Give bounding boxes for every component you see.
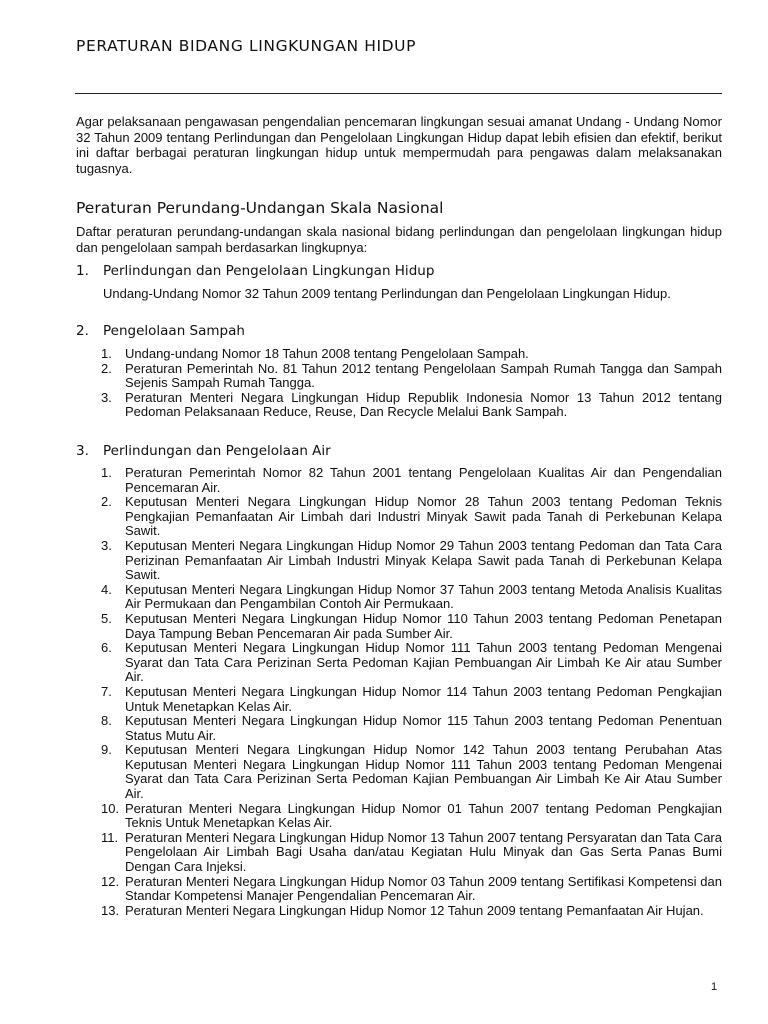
subsection-title: Pengelolaan Sampah bbox=[103, 323, 245, 339]
water-regulation-list bbox=[76, 466, 722, 918]
list-item: 7. Keputusan Menteri Negara Lingkungan Hidup Nomor 114 Tahun 2003 tentang Pedoman Pengkajian Untuk Menetapkan Kelas Air. bbox=[101, 683, 722, 714]
section-title: Peraturan Perundang-Undangan Skala Nasional bbox=[76, 199, 444, 217]
list-item: 10. Peraturan Menteri Negara Lingkungan Hidup Nomor 01 Tahun 2007 tentang Pedoman Pengkajian Teknis Untuk Menetapkan Kelas Air. bbox=[101, 800, 722, 831]
page-number: 1 bbox=[711, 981, 718, 993]
document-title: PERATURAN BIDANG LINGKUNGAN HIDUP bbox=[76, 37, 417, 55]
list-item: 3. Peraturan Menteri Negara Lingkungan Hidup Republik Indonesia Nomor 13 Tahun 2012 tentang Pedoman Pelaksanaan Reduce, Reuse, Dan Recycle Melalui Bank Sampah. bbox=[101, 389, 722, 420]
subsection-number: 1. bbox=[76, 263, 89, 279]
section-description: Daftar peraturan perundang-undangan skala nasional bidang perlindungan dan pengelolaan lingkungan hidup dan pengelolaan sampah berdasarkan lingkupnya: bbox=[76, 224, 722, 255]
title-divider bbox=[75, 93, 722, 94]
list-item: 13. Peraturan Menteri Negara Lingkungan Hidup Nomor 12 Tahun 2009 tentang Pemanfaatan Air Hujan. bbox=[101, 902, 704, 918]
list-item: 1. Peraturan Pemerintah Nomor 82 Tahun 2001 tentang Pengelolaan Kualitas Air dan Pengendalian Pencemaran Air. bbox=[101, 465, 722, 495]
list-item: 12. Peraturan Menteri Negara Lingkungan Hidup Nomor 03 Tahun 2009 tentang Sertifikasi Kompetensi dan Standar Kompetensi Manajer Pengendalian Pencemaran Air. bbox=[101, 873, 722, 904]
subsection-title: Perlindungan dan Pengelolaan Air bbox=[103, 443, 331, 459]
subsection-title: Perlindungan dan Pengelolaan Lingkungan Hidup bbox=[103, 263, 435, 279]
intro-paragraph: Agar pelaksanaan pengawasan pengendalian pencemaran lingkungan sesuai amanat Undang - Undang Nomor 32 Tahun 2009 tentang Perlindungan dan Pengelolaan Lingkungan Hidup dapat lebih efisien dan efektif, berikut ini daftar berbagai peraturan lingkungan hidup untuk mempermudah para pengawas dalam melaksanakan tugasnya. bbox=[76, 114, 722, 177]
waste-regulation-list bbox=[76, 347, 722, 420]
subsection-heading-3 bbox=[76, 443, 331, 459]
list-item: 1. Undang-undang Nomor 18 Tahun 2008 tentang Pengelolaan Sampah. bbox=[101, 346, 529, 361]
list-item: 6. Keputusan Menteri Negara Lingkungan Hidup Nomor 111 Tahun 2003 tentang Pedoman Mengenai Syarat dan Tata Cara Perizinan Serta Pedoman Kajian Pembuangan Air Limbah Ke Air atau Sumber Air. bbox=[101, 640, 722, 685]
list-item: 3. Keputusan Menteri Negara Lingkungan Hidup Nomor 29 Tahun 2003 tentang Pedoman dan Tata Cara Perizinan Pemanfaatan Air Limbah Industri Minyak Kelapa Sawit pada Tanah di Perkebunan Kelapa Sawit. bbox=[101, 537, 722, 583]
subsection-1-text: Undang-Undang Nomor 32 Tahun 2009 tentang Perlindungan dan Pengelolaan Lingkungan Hidup. bbox=[103, 286, 671, 301]
subsection-heading-2 bbox=[76, 323, 245, 339]
subsection-number: 2. bbox=[76, 323, 89, 339]
list-item: 9. Keputusan Menteri Negara Lingkungan Hidup Nomor 142 Tahun 2003 tentang Perubahan Atas Keputusan Menteri Negara Lingkungan Hidup Nomor 111 Tahun 2003 tentang Pedoman Mengenai Syarat dan Tata Cara Perizinan Serta Pedoman Kajian Pembuangan Air Limbah Ke Air Atau Sumber Air. bbox=[101, 742, 722, 802]
subsection-number: 3. bbox=[76, 443, 89, 459]
list-item: 2. Peraturan Pemerintah No. 81 Tahun 2012 tentang Pengelolaan Sampah Rumah Tangga dan Sampah Sejenis Sampah Rumah Tangga. bbox=[101, 360, 722, 391]
subsection-heading-1 bbox=[76, 263, 434, 279]
list-item: 5. Keputusan Menteri Negara Lingkungan Hidup Nomor 110 Tahun 2003 tentang Pedoman Penetapan Daya Tampung Beban Pencemaran Air pada Sumber Air. bbox=[101, 610, 722, 641]
list-item: 8. Keputusan Menteri Negara Lingkungan Hidup Nomor 115 Tahun 2003 tentang Pedoman Penentuan Status Mutu Air. bbox=[101, 713, 722, 743]
list-item: 11. Peraturan Menteri Negara Lingkungan Hidup Nomor 13 Tahun 2007 tentang Persyaratan dan Tata Cara Pengelolaan Air Limbah Bagi Usaha dan/atau Kegiatan Hulu Minyak dan Gas Serta Panas Bumi Dengan Cara Injeksi. bbox=[101, 829, 722, 875]
list-item: 4. Keputusan Menteri Negara Lingkungan Hidup Nomor 37 Tahun 2003 tentang Metoda Analisis Kualitas Air Permukaan dan Pengambilan Contoh Air Permukaan. bbox=[101, 581, 722, 612]
list-item: 2. Keputusan Menteri Negara Lingkungan Hidup Nomor 28 Tahun 2003 tentang Pedoman Teknis Pengkajian Pemanfaatan Air Limbah dari Industri Minyak Sawit pada Tanah di Perkebunan Kelapa Sawit. bbox=[101, 494, 722, 539]
